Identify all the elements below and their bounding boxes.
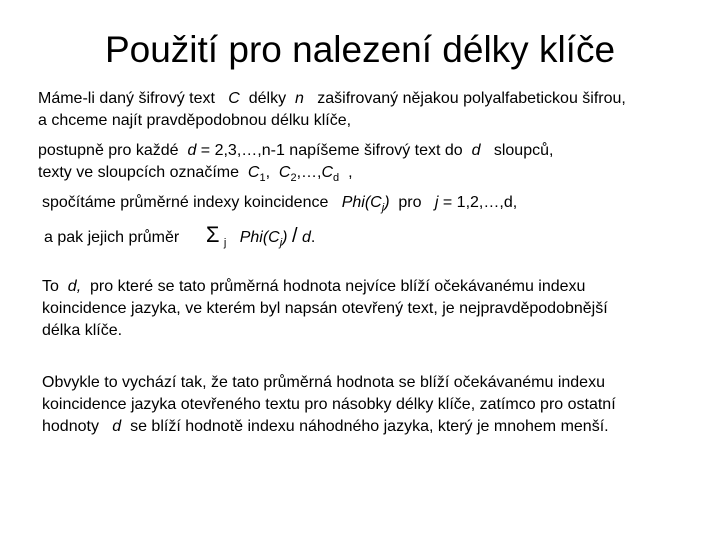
subscript: 2: [290, 172, 297, 184]
intro-text: délky: [248, 90, 287, 107]
columns-text: sloupců,: [493, 142, 554, 159]
note-text: se blíží hodnotě indexu náhodného jazyka, který je mnohem menší.: [130, 418, 609, 435]
conclusion-text: pro které se tato průměrná hodnota nejvíce blíží očekávanému indexu: [90, 278, 586, 295]
var-c: C: [228, 90, 240, 107]
var-d: d: [301, 229, 311, 246]
phi-formula: ): [282, 229, 288, 246]
columns-line-2: texty ve sloupcích označíme $C_1$, $C_2,\dots,C_d$ ,: [38, 164, 353, 184]
conclusion-line-1: [42, 276, 608, 298]
note-line-3: [42, 416, 616, 438]
note-text: hodnoty: [42, 418, 99, 435]
conclusion-line-3: délka klíče.: [42, 322, 123, 339]
note-line-2: koincidence jazyka otevřeného textu pro násobky délky klíče, zatímco pro ostatní: [42, 396, 616, 413]
average-text: .: [310, 229, 316, 246]
average-text: a pak jejich průměr: [44, 229, 180, 246]
paragraph-intro: [38, 88, 626, 132]
var-j: j: [434, 194, 439, 211]
subscript: j: [223, 237, 227, 249]
intro-text: Máme-li daný šifrový text: [38, 90, 215, 107]
var-d: d: [471, 142, 481, 159]
columns-text: = 2,3,…,n-1 napíšeme šifrový text do: [200, 142, 463, 159]
var-d: d: [187, 142, 197, 159]
intro-line-1: [38, 88, 626, 110]
ellipsis: ,…,: [296, 164, 322, 181]
paragraph-note: [42, 372, 616, 438]
slash: /: [291, 225, 298, 247]
var-d: d: [112, 418, 122, 435]
columns-text: ,: [348, 164, 353, 181]
paragraph-conclusion: [42, 276, 608, 342]
var-d: d,: [67, 278, 82, 295]
conclusion-text: To: [42, 278, 59, 295]
phi-formula: Phi(C: [239, 229, 280, 246]
intro-text: zašifrovaný nějakou polyalfabetickou šifrou,: [317, 90, 626, 107]
index-text: spočítáme průměrné indexy koincidence: [42, 194, 329, 211]
var-c1: C: [247, 164, 260, 181]
var-n: n: [294, 90, 304, 107]
intro-line-2: a chceme najít pravděpodobnou délku klíče,: [38, 112, 352, 129]
subscript: 1: [259, 172, 266, 184]
index-text: pro: [398, 194, 422, 211]
phi-formula: ): [384, 194, 390, 211]
columns-text: texty ve sloupcích označíme: [38, 164, 239, 181]
var-cd: C: [321, 164, 334, 181]
subscript: d: [333, 172, 340, 184]
conclusion-line-2: koincidence jazyka, ve kterém byl napsán otevřený text, je nejpravděpodobnější: [42, 300, 608, 317]
columns-text: postupně pro každé: [38, 142, 179, 159]
var-c2: C: [278, 164, 291, 181]
note-line-1: Obvykle to vychází tak, že tato průměrná hodnota se blíží očekávanému indexu: [42, 374, 605, 391]
slide-title: Použití pro nalezení délky klíče: [104, 29, 616, 70]
index-text: = 1,2,…,d,: [442, 194, 518, 211]
paragraph-columns: [38, 140, 553, 189]
paragraph-average: [44, 224, 315, 254]
paragraph-index: [42, 192, 517, 219]
phi-formula: Phi(C: [341, 194, 382, 211]
subscript: j: [279, 237, 283, 249]
sigma-symbol: Σ: [205, 222, 220, 247]
columns-line-1: [38, 140, 553, 162]
subscript: j: [381, 202, 385, 214]
